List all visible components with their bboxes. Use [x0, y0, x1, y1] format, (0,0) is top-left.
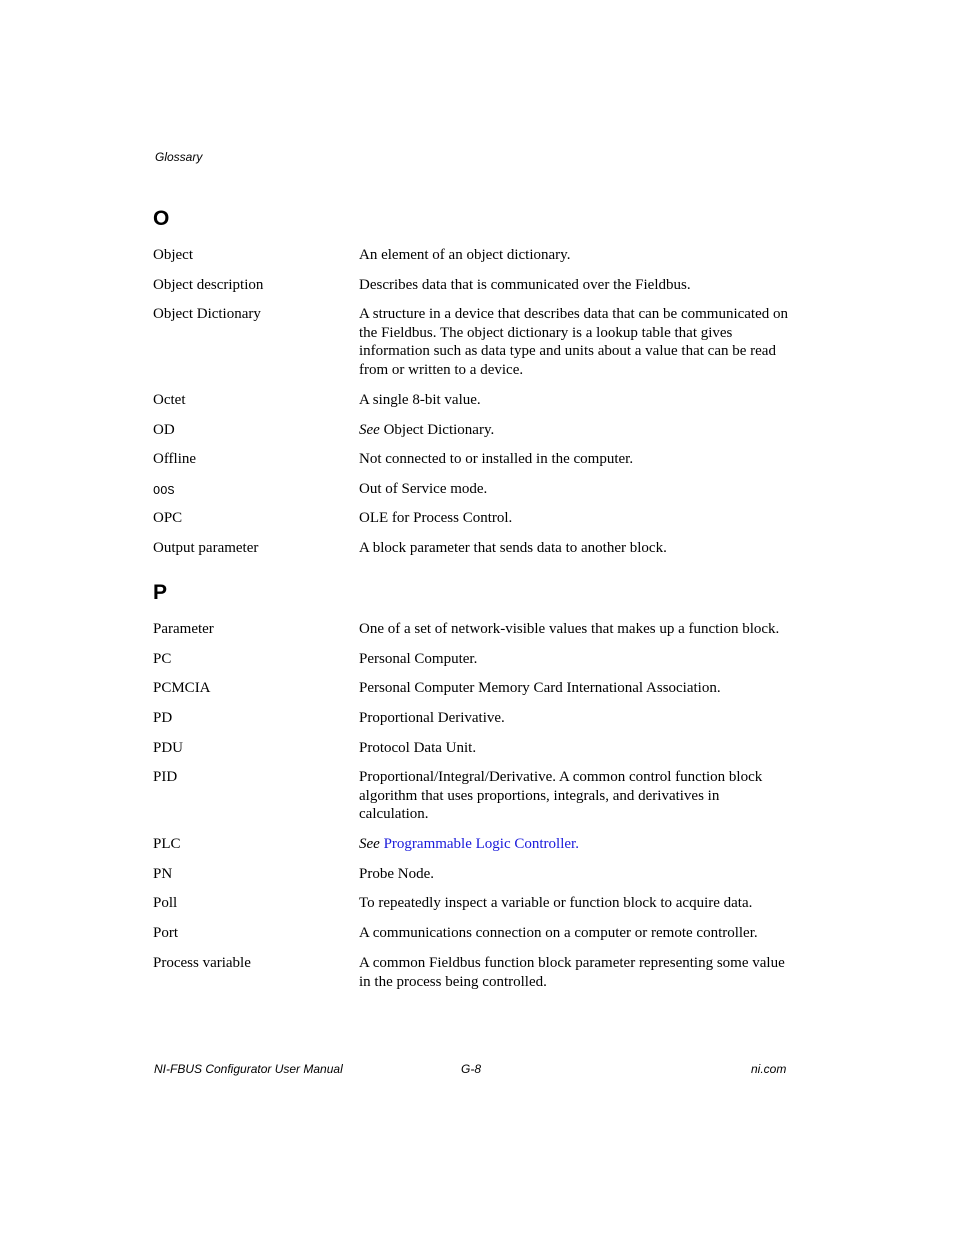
glossary-term: Output parameter [153, 540, 259, 556]
glossary-term: Poll [153, 895, 178, 911]
definition-text: . [575, 836, 579, 852]
glossary-definition: A common Fieldbus function block parameter representing some value in the process being controlled. [359, 955, 785, 990]
glossary-term: Object Dictionary [153, 306, 261, 322]
glossary-definition: A single 8-bit value. [359, 392, 481, 408]
see-reference-label: See [359, 836, 380, 852]
glossary-definition: Proportional Derivative. [359, 710, 505, 726]
glossary-term: PDU [153, 740, 184, 756]
glossary-term: PCMCIA [153, 680, 211, 696]
glossary-definition: To repeatedly inspect a variable or function block to acquire data. [359, 895, 753, 911]
glossary-definition: Describes data that is communicated over the Fieldbus. [359, 277, 691, 293]
glossary-definition: An element of an object dictionary. [359, 247, 571, 263]
glossary-definition: Not connected to or installed in the computer. [359, 451, 634, 467]
glossary-term: PN [153, 866, 173, 882]
glossary-term: Parameter [153, 621, 214, 637]
glossary-definition [359, 835, 791, 854]
glossary-term: Offline [153, 451, 197, 467]
glossary-definition: OLE for Process Control. [359, 510, 513, 526]
running-head: Glossary [155, 150, 203, 164]
glossary-definition: Proportional/Integral/Derivative. A common control function block algorithm that uses proportions, integrals, and derivatives in calculation. [359, 769, 763, 822]
see-reference-label: See [359, 422, 380, 438]
glossary-term: OPC [153, 510, 183, 526]
glossary-definition: One of a set of network-visible values that makes up a function block. [359, 621, 780, 637]
glossary-definition: Probe Node. [359, 866, 434, 882]
glossary-definition: A communications connection on a computer or remote controller. [359, 925, 758, 941]
glossary-definition: A block parameter that sends data to another block. [359, 540, 667, 556]
glossary-term: Port [153, 925, 179, 941]
glossary-term: Object [153, 247, 193, 263]
glossary-term: Octet [153, 392, 186, 408]
glossary-definition: Out of Service mode. [359, 481, 488, 497]
glossary-term: PLC [153, 836, 181, 852]
footer-website: ni.com [751, 1062, 787, 1076]
glossary-definition: Protocol Data Unit. [359, 740, 477, 756]
footer-page-number: G-8 [461, 1062, 482, 1076]
glossary-definition: A structure in a device that describes data that can be communicated on the Fieldbus. The object dictionary is a lookup table that gives information such as data type and units about a value that can be read from or written to a device. [359, 306, 789, 378]
glossary-term: Object description [153, 277, 264, 293]
glossary-definition: Personal Computer Memory Card International Association. [359, 680, 721, 696]
glossary-term: Process variable [153, 955, 251, 971]
glossary-term: OOS [153, 484, 175, 498]
glossary-term: PID [153, 769, 178, 785]
programmable-logic-controller-link[interactable]: Programmable Logic Controller [383, 836, 576, 852]
footer-manual-title: NI-FBUS Configurator User Manual [154, 1062, 343, 1076]
glossary-term: PC [153, 651, 172, 667]
glossary-term: OD [153, 422, 175, 438]
glossary-term: PD [153, 710, 173, 726]
definition-text: Object Dictionary. [379, 422, 495, 438]
glossary-definition: Personal Computer. [359, 651, 478, 667]
section-heading-o: O [153, 207, 170, 230]
section-heading-p: P [153, 581, 168, 604]
glossary-definition [359, 421, 791, 440]
